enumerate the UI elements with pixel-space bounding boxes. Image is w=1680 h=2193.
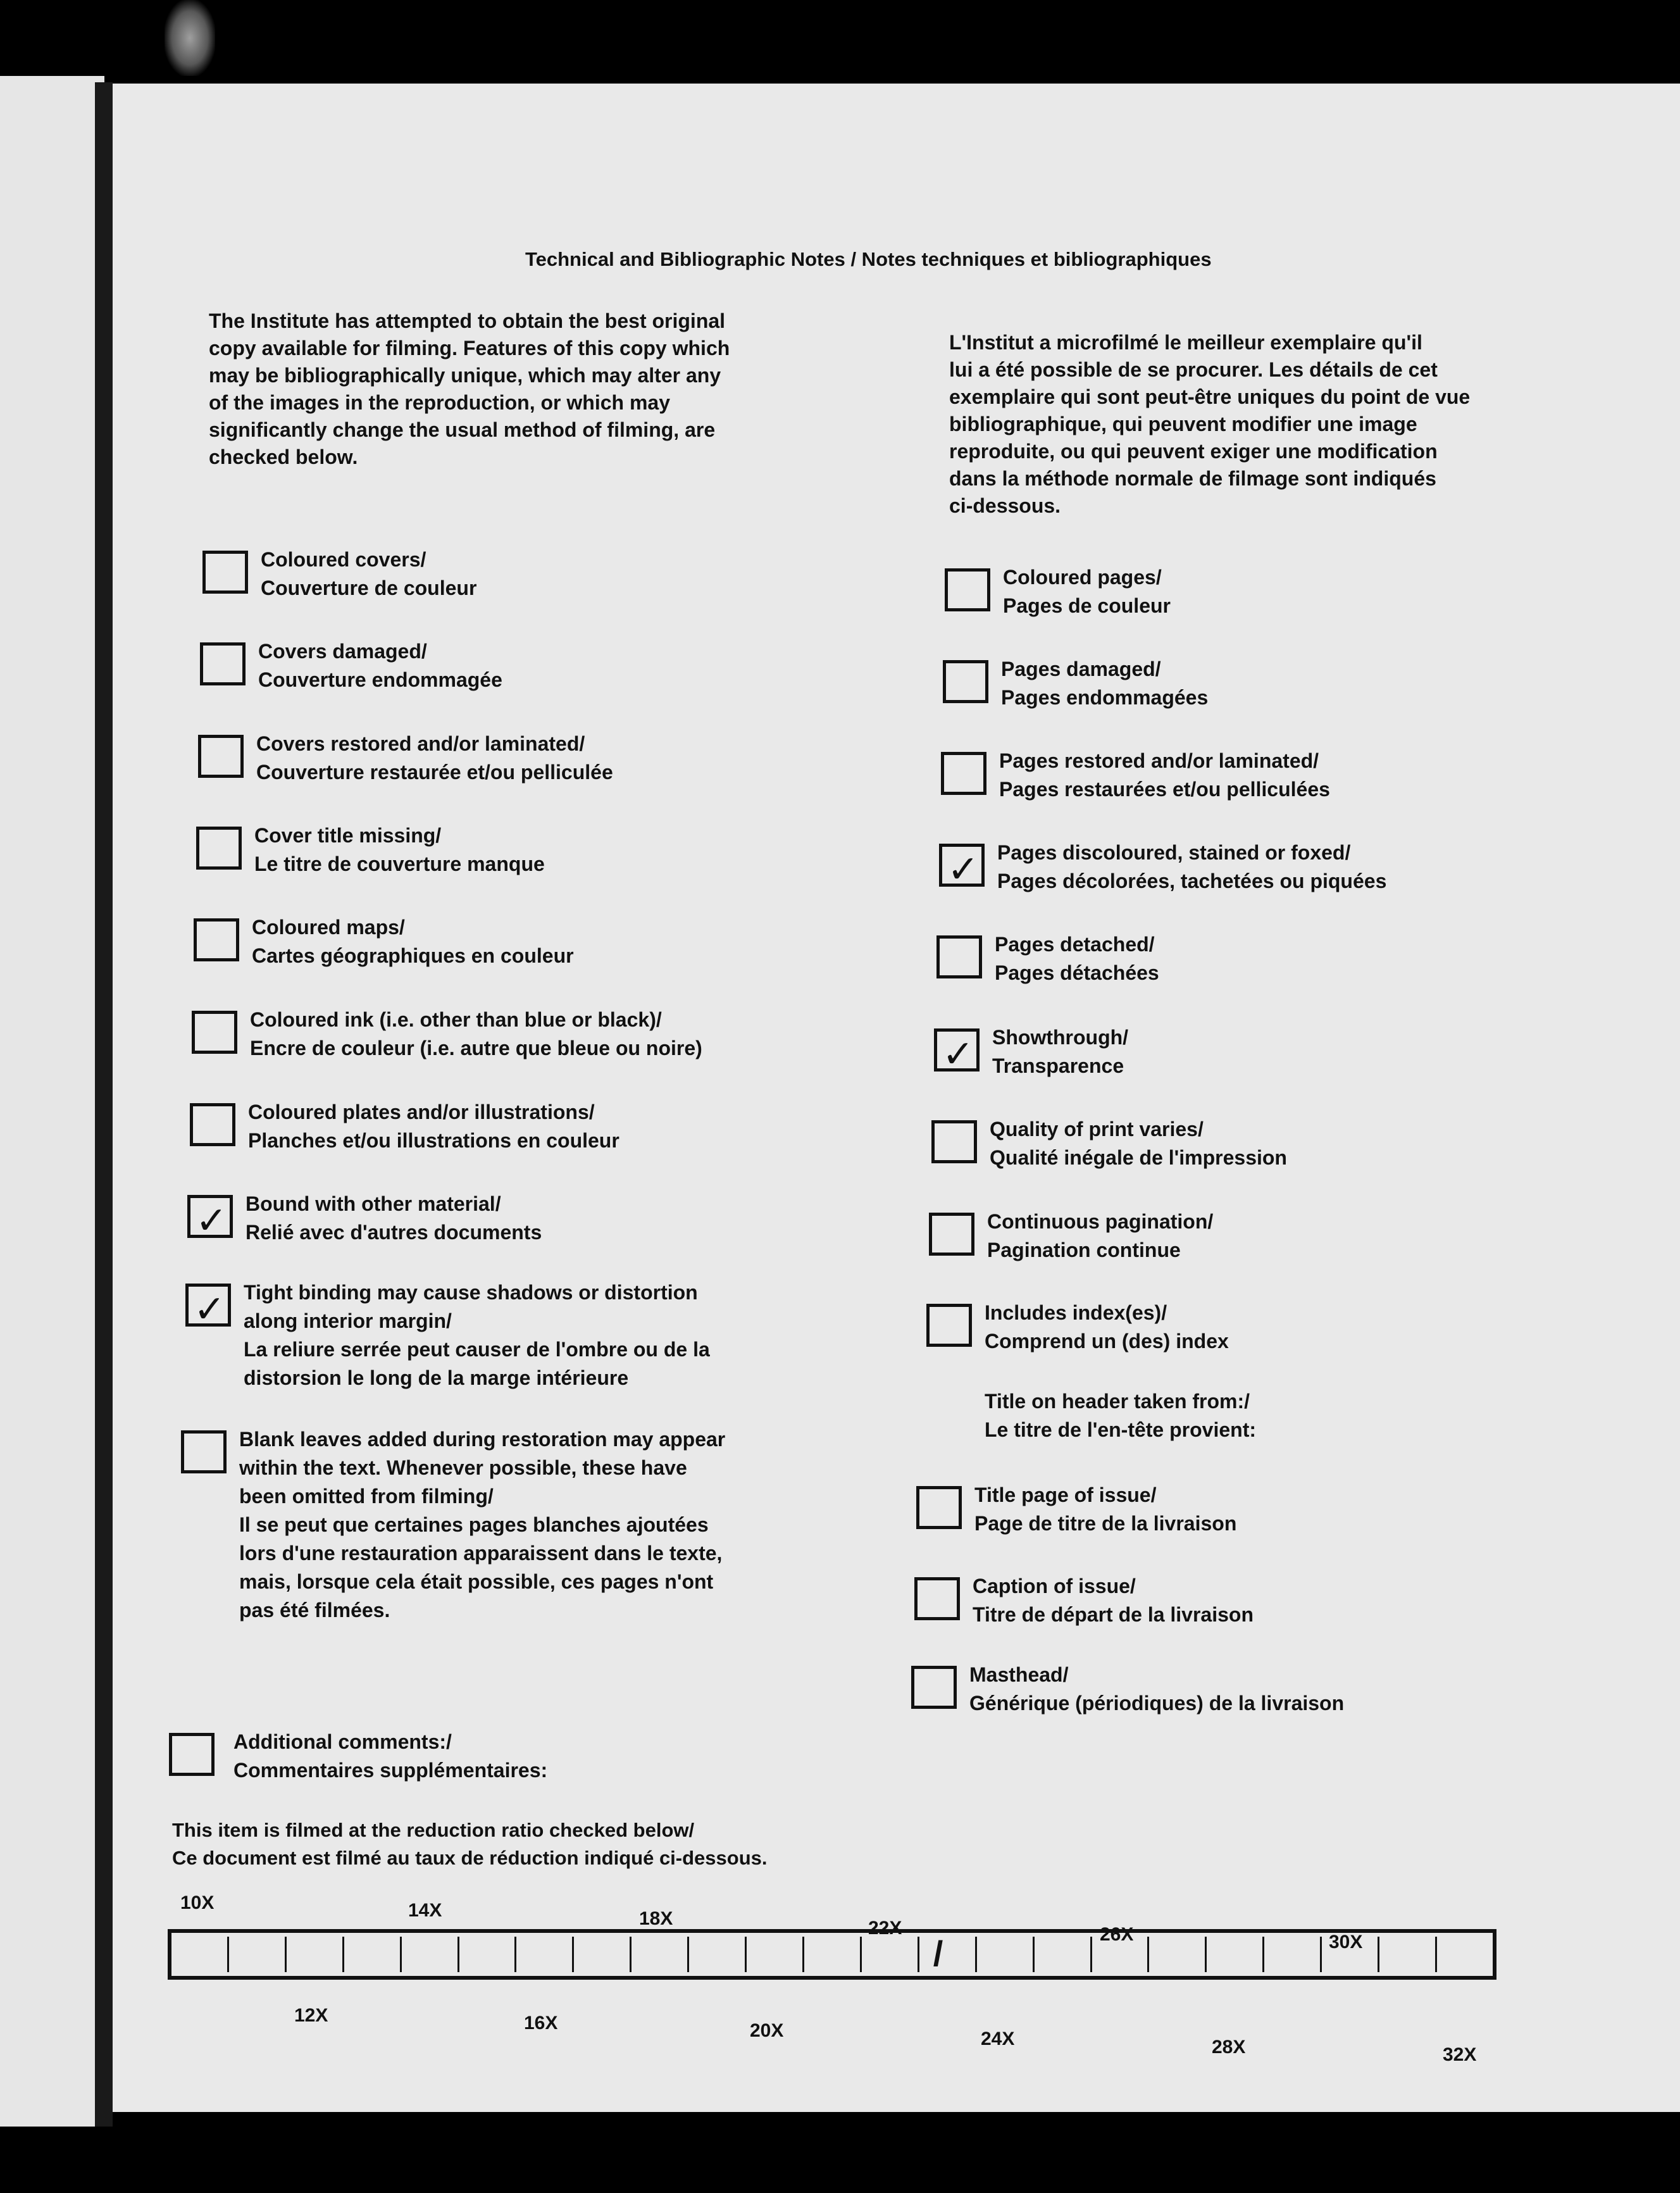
checkbox[interactable] (181, 1430, 227, 1473)
scale-label-bottom: 16X (524, 2013, 558, 2034)
right-item-5-label: Showthrough/ Transparence (992, 1026, 1129, 1077)
scale-label-bottom: 28X (1212, 2037, 1246, 2058)
scale-cell[interactable] (1207, 1937, 1264, 1972)
left-item-8-label: Tight binding may cause shadows or distortion along interior margin/ La reliure serrée peut causer de l'ombre ou de la distorsion le long de la marge intérieure (244, 1281, 710, 1389)
checkbox[interactable] (194, 918, 239, 961)
issue-item-2-label: Masthead/ Générique (périodiques) de la livraison (969, 1663, 1345, 1715)
checkbox[interactable] (169, 1733, 215, 1776)
binding-spine (95, 82, 113, 2127)
scale-cell[interactable] (689, 1937, 747, 1972)
checkbox[interactable] (200, 642, 246, 685)
scale-cell[interactable] (1379, 1937, 1437, 1972)
film-artifact (165, 0, 215, 76)
scale-cell[interactable] (632, 1937, 689, 1972)
issue-item-0-label: Title page of issue/ Page de titre de la livraison (974, 1484, 1237, 1535)
left-item-7-label: Bound with other material/ Relié avec d'autres documents (246, 1192, 542, 1244)
issue-item-1-label: Caption of issue/ Titre de départ de la livraison (973, 1575, 1254, 1626)
right-item-2-label: Pages restored and/or laminated/ Pages restaurées et/ou pelliculées (999, 749, 1330, 801)
header-title-note: Title on header taken from:/ Le titre de l'en-tête provient: (985, 1390, 1256, 1441)
reduction-ratio-text: This item is filmed at the reduction ratio checked below/ Ce document est filmé au taux de réduction indiqué ci-dessous. (172, 1819, 768, 1869)
scale-label-top: 22X (868, 1918, 902, 1939)
scale-cell[interactable] (171, 1937, 229, 1972)
scale-label-top: 10X (180, 1892, 215, 1913)
scale-label-bottom: 32X (1443, 2044, 1477, 2065)
checkbox[interactable] (939, 844, 985, 890)
scale-cell[interactable] (919, 1934, 977, 1973)
scale-cell[interactable] (516, 1937, 574, 1972)
checkbox[interactable] (943, 660, 988, 703)
right-item-6-label: Quality of print varies/ Qualité inégale de l'impression (990, 1118, 1287, 1169)
checkbox[interactable] (945, 568, 990, 611)
check-mark-icon: ✓ (196, 1199, 228, 1242)
reduction-ratio-scale (168, 1929, 1496, 1980)
scale-label-top: 14X (408, 1900, 442, 1921)
intro-french: L'Institut a microfilmé le meilleur exemplaire qu'il lui a été possible de se procurer. Les détails de cet exemplaire qui sont peut-être uniques du point de vue bibliographique, qui peuvent modifier une image reproduite, ou qui peuvent exiger une modification dans la méthode normale de filmage sont indiqués ci-dessous. (949, 331, 1471, 517)
scale-mark: / (933, 1934, 943, 1973)
scale-cell[interactable] (574, 1937, 632, 1972)
checkbox[interactable] (198, 735, 244, 778)
scale-label-bottom: 24X (981, 2028, 1015, 2049)
check-mark-icon: ✓ (194, 1288, 226, 1330)
scale-cell[interactable] (229, 1937, 287, 1972)
scale-cell[interactable] (402, 1937, 459, 1972)
checkbox[interactable] (202, 551, 248, 594)
checkbox[interactable] (190, 1103, 235, 1146)
checkbox[interactable] (914, 1577, 960, 1620)
checkbox[interactable] (192, 1011, 237, 1054)
right-item-8-label: Includes index(es)/ Comprend un (des) index (985, 1301, 1229, 1353)
checkbox[interactable] (911, 1666, 957, 1709)
left-item-3-label: Cover title missing/ Le titre de couverture manque (254, 824, 545, 875)
left-item-6-label: Coloured plates and/or illustrations/ Planches et/ou illustrations en couleur (248, 1101, 619, 1152)
scale-cell[interactable] (804, 1937, 862, 1972)
left-item-5-label: Coloured ink (i.e. other than blue or black)/ Encre de couleur (i.e. autre que bleue ou noire) (250, 1008, 702, 1059)
checkbox[interactable] (185, 1284, 231, 1330)
scale-cell[interactable] (747, 1937, 804, 1972)
right-item-1-label: Pages damaged/ Pages endommagées (1001, 658, 1209, 709)
check-mark-icon: ✓ (942, 1033, 974, 1075)
right-item-7-label: Continuous pagination/ Pagination continue (987, 1210, 1214, 1261)
check-mark-icon: ✓ (947, 848, 980, 890)
scale-label-top: 18X (639, 1908, 673, 1929)
scale-cell[interactable] (1264, 1937, 1322, 1972)
scale-cell[interactable] (344, 1937, 402, 1972)
checkbox[interactable] (936, 935, 982, 978)
scale-cell[interactable] (1437, 1937, 1493, 1972)
scale-label-bottom: 20X (750, 2020, 784, 2041)
scale-cell[interactable] (977, 1937, 1035, 1972)
checkbox[interactable] (941, 752, 986, 795)
left-item-2-label: Covers restored and/or laminated/ Couverture restaurée et/ou pelliculée (256, 732, 613, 784)
scale-label-top: 30X (1329, 1932, 1363, 1952)
checkbox[interactable] (187, 1195, 233, 1242)
checkbox[interactable] (916, 1486, 962, 1529)
scale-cell[interactable] (862, 1937, 919, 1972)
page-title: Technical and Bibliographic Notes / Notes techniques et bibliographiques (525, 248, 1212, 270)
checkbox[interactable] (196, 827, 242, 870)
facing-page-edge (0, 76, 104, 2127)
scale-cell[interactable] (1035, 1937, 1092, 1972)
right-item-4-label: Pages detached/ Pages détachées (995, 933, 1159, 984)
scale-cell[interactable] (1149, 1937, 1207, 1972)
left-item-4-label: Coloured maps/ Cartes géographiques en couleur (252, 916, 574, 967)
scale-cell[interactable] (287, 1937, 344, 1972)
left-item-1-label: Covers damaged/ Couverture endommagée (258, 640, 502, 691)
checkbox[interactable] (929, 1213, 974, 1256)
checkbox[interactable] (934, 1028, 980, 1075)
scale-cell[interactable] (459, 1937, 517, 1972)
intro-english: The Institute has attempted to obtain the best original copy available for filming. Features of this copy which may be bibliographically unique, which may alter any of the images in the reproduction, or which may significantly change the usual method of filming, are checked below. (209, 309, 730, 468)
left-item-9-label: Blank leaves added during restoration may appear within the text. Whenever possible, these have been omitted from filming/ Il se peut que certaines pages blanches ajoutées lors d'une restauration apparaissent dans le texte, mais, lorsque cela était possible, ces pages n'ont pas été filmées. (239, 1428, 726, 1621)
scale-label-bottom: 12X (294, 2005, 328, 2026)
checkbox[interactable] (931, 1120, 977, 1163)
scale-label-top: 26X (1100, 1924, 1134, 1945)
right-item-3-label: Pages discoloured, stained or foxed/ Pages décolorées, tachetées ou piquées (997, 841, 1387, 892)
additional-comments-label: Additional comments:/ Commentaires supplémentaires: (233, 1730, 548, 1782)
left-item-0-label: Coloured covers/ Couverture de couleur (261, 548, 477, 599)
right-item-0-label: Coloured pages/ Pages de couleur (1003, 566, 1171, 617)
checkbox[interactable] (926, 1304, 972, 1347)
